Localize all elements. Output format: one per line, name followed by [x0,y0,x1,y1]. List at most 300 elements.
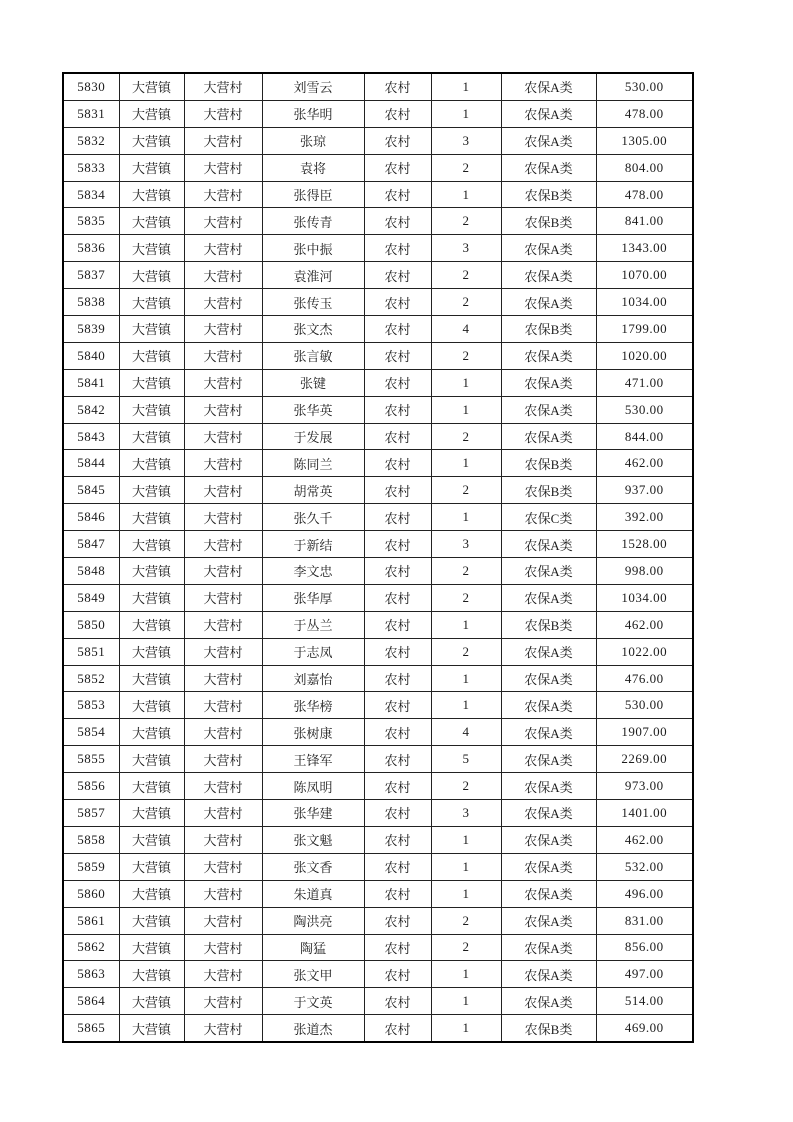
table-cell-seq: 5855 [63,746,119,773]
table-cell-town: 大营镇 [119,907,184,934]
table-cell-residence: 农村 [364,611,431,638]
table-cell-residence: 农村 [364,665,431,692]
table-cell-seq: 5847 [63,531,119,558]
table-cell-amount: 1305.00 [596,127,693,154]
table-cell-town: 大营镇 [119,638,184,665]
table-cell-village: 大营村 [184,719,262,746]
table-cell-amount: 2269.00 [596,746,693,773]
table-cell-seq: 5854 [63,719,119,746]
table-cell-town: 大营镇 [119,181,184,208]
insurance-roster-table [62,72,694,1043]
table-cell-village: 大营村 [184,1015,262,1042]
table-cell-category: 农保A类 [501,342,596,369]
table-cell-count: 1 [431,988,501,1015]
table-cell-town: 大营镇 [119,853,184,880]
table-cell-town: 大营镇 [119,423,184,450]
table-cell-amount: 497.00 [596,961,693,988]
table-cell-amount: 1034.00 [596,289,693,316]
table-cell-seq: 5836 [63,235,119,262]
table-cell-residence: 农村 [364,450,431,477]
table-cell-amount: 804.00 [596,154,693,181]
table-cell-name: 张华榜 [262,692,364,719]
table-cell-category: 农保B类 [501,208,596,235]
table-cell-village: 大营村 [184,961,262,988]
table-cell-seq: 5846 [63,504,119,531]
table-cell-amount: 1022.00 [596,638,693,665]
table-cell-town: 大营镇 [119,127,184,154]
table-cell-count: 1 [431,880,501,907]
table-cell-village: 大营村 [184,262,262,289]
table-cell-town: 大营镇 [119,934,184,961]
table-cell-village: 大营村 [184,450,262,477]
table-cell-name: 袁将 [262,154,364,181]
table-cell-seq: 5865 [63,1015,119,1042]
table-cell-village: 大营村 [184,181,262,208]
table-cell-category: 农保A类 [501,692,596,719]
table-cell-town: 大营镇 [119,692,184,719]
table-row [63,289,693,316]
table-row [63,988,693,1015]
table-cell-seq: 5832 [63,127,119,154]
table-cell-seq: 5853 [63,692,119,719]
table-cell-name: 张传玉 [262,289,364,316]
table-cell-count: 1 [431,73,501,100]
table-cell-amount: 462.00 [596,611,693,638]
table-cell-category: 农保B类 [501,450,596,477]
table-cell-category: 农保A类 [501,853,596,880]
table-cell-name: 张华厚 [262,584,364,611]
table-cell-residence: 农村 [364,880,431,907]
table-cell-seq: 5852 [63,665,119,692]
table-cell-count: 2 [431,558,501,585]
table-row [63,719,693,746]
table-cell-count: 1 [431,853,501,880]
table-row [63,826,693,853]
table-cell-residence: 农村 [364,235,431,262]
table-cell-count: 2 [431,773,501,800]
table-cell-amount: 841.00 [596,208,693,235]
table-cell-seq: 5843 [63,423,119,450]
table-cell-amount: 530.00 [596,73,693,100]
table-cell-amount: 1020.00 [596,342,693,369]
table-cell-name: 张文甲 [262,961,364,988]
table-cell-amount: 998.00 [596,558,693,585]
table-cell-count: 1 [431,504,501,531]
table-cell-village: 大营村 [184,73,262,100]
table-cell-name: 张文魁 [262,826,364,853]
table-cell-residence: 农村 [364,504,431,531]
table-cell-village: 大营村 [184,746,262,773]
table-cell-village: 大营村 [184,665,262,692]
table-cell-village: 大营村 [184,611,262,638]
table-cell-name: 王锋军 [262,746,364,773]
table-cell-category: 农保A类 [501,396,596,423]
table-cell-seq: 5838 [63,289,119,316]
table-cell-count: 2 [431,342,501,369]
table-cell-amount: 937.00 [596,477,693,504]
table-cell-village: 大营村 [184,289,262,316]
table-cell-name: 于丛兰 [262,611,364,638]
table-cell-name: 张键 [262,369,364,396]
table-cell-name: 刘嘉怡 [262,665,364,692]
table-cell-amount: 496.00 [596,880,693,907]
table-cell-count: 1 [431,1015,501,1042]
table-cell-residence: 农村 [364,988,431,1015]
table-cell-seq: 5857 [63,800,119,827]
table-cell-amount: 1401.00 [596,800,693,827]
table-row [63,961,693,988]
table-row [63,396,693,423]
table-cell-village: 大营村 [184,584,262,611]
table-cell-category: 农保A类 [501,746,596,773]
table-cell-amount: 1070.00 [596,262,693,289]
table-cell-seq: 5831 [63,100,119,127]
table-cell-residence: 农村 [364,826,431,853]
table-row [63,127,693,154]
table-cell-village: 大营村 [184,154,262,181]
table-cell-residence: 农村 [364,558,431,585]
table-cell-count: 1 [431,100,501,127]
table-cell-village: 大营村 [184,800,262,827]
table-cell-name: 李文忠 [262,558,364,585]
table-cell-town: 大营镇 [119,665,184,692]
table-cell-town: 大营镇 [119,800,184,827]
table-cell-count: 2 [431,423,501,450]
table-cell-town: 大营镇 [119,289,184,316]
table-cell-name: 张华建 [262,800,364,827]
table-cell-category: 农保B类 [501,316,596,343]
table-cell-name: 张琼 [262,127,364,154]
table-cell-count: 1 [431,450,501,477]
table-row [63,235,693,262]
table-cell-residence: 农村 [364,638,431,665]
table-cell-town: 大营镇 [119,826,184,853]
table-cell-amount: 476.00 [596,665,693,692]
table-cell-count: 1 [431,692,501,719]
table-cell-town: 大营镇 [119,746,184,773]
table-cell-category: 农保A类 [501,127,596,154]
table-cell-town: 大营镇 [119,961,184,988]
table-cell-name: 于文英 [262,988,364,1015]
table-cell-count: 2 [431,584,501,611]
table-cell-amount: 1799.00 [596,316,693,343]
table-cell-count: 5 [431,746,501,773]
table-cell-village: 大营村 [184,235,262,262]
table-cell-residence: 农村 [364,100,431,127]
table-cell-category: 农保A类 [501,289,596,316]
table-cell-count: 1 [431,611,501,638]
table-cell-town: 大营镇 [119,262,184,289]
table-cell-category: 农保B类 [501,181,596,208]
table-cell-count: 2 [431,208,501,235]
table-cell-name: 于志凤 [262,638,364,665]
table-cell-seq: 5839 [63,316,119,343]
table-cell-residence: 农村 [364,773,431,800]
table-cell-name: 张中振 [262,235,364,262]
table-cell-name: 陶猛 [262,934,364,961]
table-cell-town: 大营镇 [119,369,184,396]
table-cell-village: 大营村 [184,342,262,369]
table-cell-seq: 5850 [63,611,119,638]
table-cell-residence: 农村 [364,423,431,450]
table-row [63,262,693,289]
table-cell-category: 农保A类 [501,154,596,181]
table-cell-residence: 农村 [364,316,431,343]
table-cell-residence: 农村 [364,719,431,746]
table-cell-count: 1 [431,369,501,396]
table-cell-seq: 5833 [63,154,119,181]
table-cell-town: 大营镇 [119,584,184,611]
table-cell-category: 农保A类 [501,961,596,988]
table-cell-category: 农保B类 [501,477,596,504]
table-cell-seq: 5862 [63,934,119,961]
table-cell-town: 大营镇 [119,154,184,181]
table-cell-seq: 5860 [63,880,119,907]
table-cell-town: 大营镇 [119,208,184,235]
table-cell-category: 农保A类 [501,880,596,907]
table-cell-residence: 农村 [364,907,431,934]
table-cell-category: 农保A类 [501,665,596,692]
table-cell-count: 1 [431,181,501,208]
table-row [63,692,693,719]
table-row [63,73,693,100]
table-cell-seq: 5864 [63,988,119,1015]
table-cell-amount: 844.00 [596,423,693,450]
table-cell-village: 大营村 [184,853,262,880]
table-cell-residence: 农村 [364,934,431,961]
table-cell-category: 农保A类 [501,638,596,665]
table-row [63,531,693,558]
table-cell-amount: 462.00 [596,450,693,477]
table-cell-category: 农保A类 [501,719,596,746]
table-cell-name: 张得臣 [262,181,364,208]
table-row [63,504,693,531]
table-cell-residence: 农村 [364,154,431,181]
table-cell-seq: 5842 [63,396,119,423]
table-row [63,154,693,181]
table-cell-village: 大营村 [184,692,262,719]
table-cell-count: 1 [431,665,501,692]
table-cell-seq: 5835 [63,208,119,235]
table-cell-town: 大营镇 [119,1015,184,1042]
table-cell-seq: 5856 [63,773,119,800]
table-cell-count: 2 [431,154,501,181]
table-row [63,665,693,692]
table-cell-name: 张华英 [262,396,364,423]
table-cell-amount: 469.00 [596,1015,693,1042]
table-cell-town: 大营镇 [119,504,184,531]
table-cell-name: 张言敏 [262,342,364,369]
table-cell-village: 大营村 [184,826,262,853]
table-cell-town: 大营镇 [119,342,184,369]
table-row [63,880,693,907]
table-row [63,934,693,961]
table-row [63,423,693,450]
table-cell-count: 1 [431,961,501,988]
table-cell-amount: 1528.00 [596,531,693,558]
table-cell-town: 大营镇 [119,611,184,638]
roster-table-body [63,73,693,1042]
table-cell-residence: 农村 [364,531,431,558]
table-cell-seq: 5830 [63,73,119,100]
table-cell-residence: 农村 [364,262,431,289]
table-cell-seq: 5858 [63,826,119,853]
table-row [63,450,693,477]
table-cell-category: 农保A类 [501,531,596,558]
table-cell-residence: 农村 [364,692,431,719]
table-cell-count: 2 [431,262,501,289]
table-cell-village: 大营村 [184,988,262,1015]
table-cell-town: 大营镇 [119,100,184,127]
table-cell-category: 农保B类 [501,1015,596,1042]
table-cell-name: 张久千 [262,504,364,531]
table-cell-count: 1 [431,826,501,853]
table-cell-count: 2 [431,934,501,961]
table-cell-village: 大营村 [184,369,262,396]
table-cell-village: 大营村 [184,558,262,585]
table-cell-seq: 5861 [63,907,119,934]
table-cell-category: 农保A类 [501,988,596,1015]
table-cell-amount: 530.00 [596,396,693,423]
table-cell-amount: 532.00 [596,853,693,880]
table-cell-village: 大营村 [184,638,262,665]
table-cell-town: 大营镇 [119,558,184,585]
table-cell-village: 大营村 [184,316,262,343]
table-cell-village: 大营村 [184,477,262,504]
table-cell-residence: 农村 [364,853,431,880]
table-cell-village: 大营村 [184,773,262,800]
table-cell-name: 于发展 [262,423,364,450]
table-cell-seq: 5859 [63,853,119,880]
table-cell-name: 袁淮河 [262,262,364,289]
table-cell-seq: 5845 [63,477,119,504]
table-cell-village: 大营村 [184,208,262,235]
table-cell-residence: 农村 [364,477,431,504]
table-cell-residence: 农村 [364,127,431,154]
table-cell-seq: 5851 [63,638,119,665]
table-cell-town: 大营镇 [119,450,184,477]
table-cell-amount: 973.00 [596,773,693,800]
table-cell-amount: 478.00 [596,100,693,127]
table-cell-residence: 农村 [364,396,431,423]
table-row [63,369,693,396]
table-cell-amount: 831.00 [596,907,693,934]
table-cell-village: 大营村 [184,504,262,531]
table-cell-name: 陶洪亮 [262,907,364,934]
table-cell-category: 农保A类 [501,558,596,585]
table-cell-count: 3 [431,531,501,558]
table-cell-village: 大营村 [184,934,262,961]
table-cell-count: 3 [431,235,501,262]
table-cell-seq: 5849 [63,584,119,611]
table-cell-name: 刘雪云 [262,73,364,100]
table-cell-category: 农保A类 [501,800,596,827]
table-cell-village: 大营村 [184,423,262,450]
table-cell-name: 陈凤明 [262,773,364,800]
table-cell-village: 大营村 [184,100,262,127]
table-cell-residence: 农村 [364,342,431,369]
table-cell-name: 于新结 [262,531,364,558]
table-row [63,342,693,369]
table-cell-amount: 462.00 [596,826,693,853]
table-cell-town: 大营镇 [119,719,184,746]
table-cell-name: 胡常英 [262,477,364,504]
table-cell-count: 4 [431,719,501,746]
table-cell-name: 张文杰 [262,316,364,343]
table-cell-category: 农保A类 [501,369,596,396]
table-row [63,584,693,611]
table-cell-amount: 1034.00 [596,584,693,611]
table-cell-name: 张树康 [262,719,364,746]
table-row [63,853,693,880]
table-cell-name: 陈同兰 [262,450,364,477]
table-cell-amount: 392.00 [596,504,693,531]
table-cell-residence: 农村 [364,584,431,611]
table-cell-town: 大营镇 [119,235,184,262]
table-cell-seq: 5844 [63,450,119,477]
table-cell-town: 大营镇 [119,396,184,423]
table-cell-category: 农保A类 [501,423,596,450]
table-cell-category: 农保A类 [501,584,596,611]
table-cell-category: 农保B类 [501,611,596,638]
table-cell-category: 农保A类 [501,773,596,800]
table-row [63,611,693,638]
table-cell-residence: 农村 [364,1015,431,1042]
table-row [63,558,693,585]
table-cell-category: 农保A类 [501,262,596,289]
table-row [63,746,693,773]
table-cell-residence: 农村 [364,800,431,827]
table-cell-seq: 5840 [63,342,119,369]
table-cell-name: 朱道真 [262,880,364,907]
table-cell-seq: 5863 [63,961,119,988]
table-cell-count: 2 [431,477,501,504]
table-cell-category: 农保A类 [501,100,596,127]
table-cell-name: 张道杰 [262,1015,364,1042]
table-cell-residence: 农村 [364,73,431,100]
table-cell-village: 大营村 [184,907,262,934]
table-row [63,800,693,827]
table-cell-town: 大营镇 [119,880,184,907]
table-cell-town: 大营镇 [119,73,184,100]
table-cell-count: 3 [431,127,501,154]
table-cell-amount: 1907.00 [596,719,693,746]
table-cell-category: 农保A类 [501,826,596,853]
table-cell-category: 农保A类 [501,934,596,961]
table-cell-count: 2 [431,907,501,934]
table-cell-town: 大营镇 [119,773,184,800]
table-cell-amount: 856.00 [596,934,693,961]
table-cell-seq: 5834 [63,181,119,208]
table-cell-category: 农保A类 [501,907,596,934]
table-cell-category: 农保A类 [501,73,596,100]
table-cell-residence: 农村 [364,181,431,208]
table-cell-town: 大营镇 [119,988,184,1015]
table-cell-village: 大营村 [184,396,262,423]
table-cell-amount: 1343.00 [596,235,693,262]
table-cell-name: 张华明 [262,100,364,127]
table-cell-count: 2 [431,638,501,665]
table-cell-town: 大营镇 [119,477,184,504]
table-cell-name: 张传青 [262,208,364,235]
table-row [63,100,693,127]
table-row [63,1015,693,1042]
table-row [63,477,693,504]
table-row [63,773,693,800]
table-cell-category: 农保C类 [501,504,596,531]
table-row [63,208,693,235]
table-cell-town: 大营镇 [119,531,184,558]
